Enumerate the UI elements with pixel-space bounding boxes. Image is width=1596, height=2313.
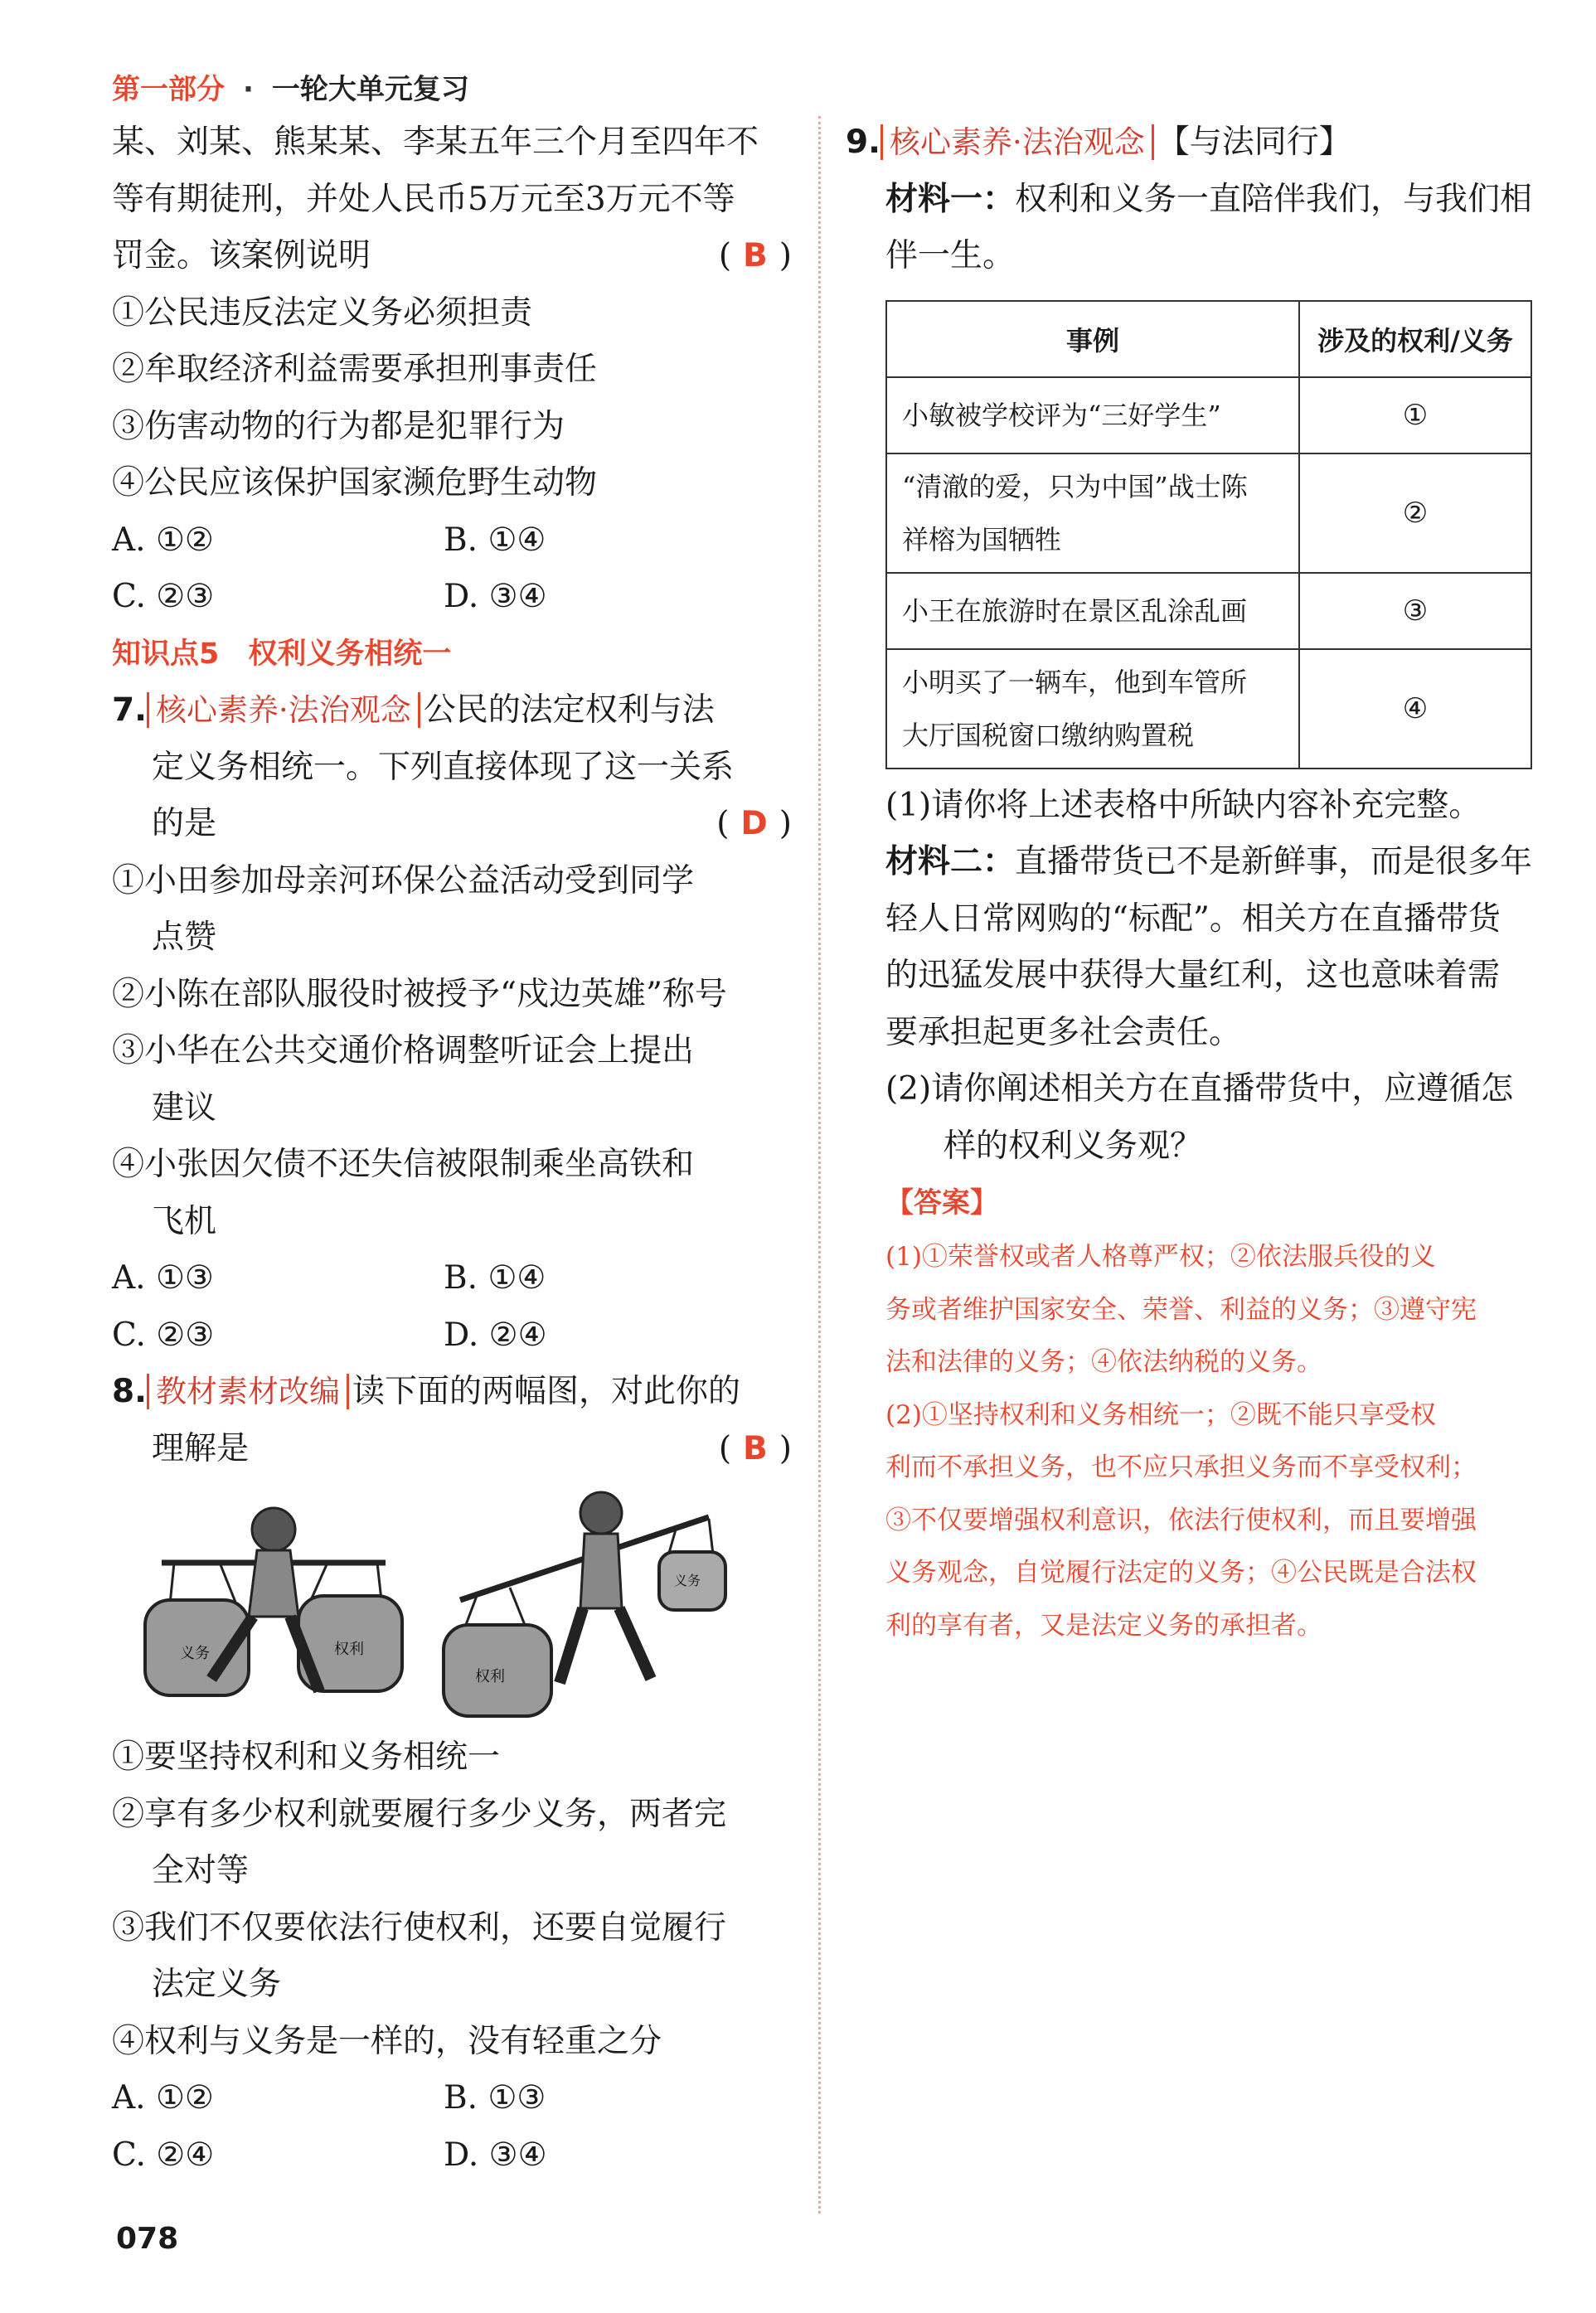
answer-line: 务或者维护国家安全、荣誉、利益的义务；③遵守宪 [885,1294,1477,1325]
table-cell-event [886,649,1299,769]
answer-line: (2)①坚持权利和义务相统一；②既不能只享受权 [885,1399,1436,1430]
q7-line [112,796,792,853]
q8-answer: ( B ) [718,1429,792,1467]
q7-statement: ②小陈在部队服役时被授予“戍边英雄”称号 [112,975,727,1013]
q6-line [112,228,792,285]
material-1-text: 权利和义务一直陪伴我们，与我们相 [1015,180,1533,218]
q7-answer: ( D ) [716,805,792,842]
table-cell-blank[interactable]: ④ [1299,649,1531,769]
left-column [112,114,792,2184]
q6-statement: ②牟取经济利益需要承担刑事责任 [112,351,598,388]
q6-statement: ①公民违反法定义务必须担责 [112,293,533,332]
table-header-event: 事例 [886,301,1299,377]
q7-statement: ①小田参加母亲河环保公益活动受到同学 [112,861,695,900]
fig-label-right-1: 权利 [334,1641,364,1658]
event-text: 大厅国税窗口缴纳购置税 [902,719,1195,751]
right-column [846,114,1534,1652]
q7-option-b[interactable]: B. ①④ [444,1259,546,1297]
table-cell-event [886,377,1299,453]
answer-title: 【答案】 [885,1186,998,1220]
q6-option-a[interactable]: A. ①② [112,521,214,559]
q9-sub-question-2-cont: 样的权利义务观？ [944,1127,1203,1165]
q9-number: 9. [846,124,880,161]
q7-statement: 飞机 [152,1202,217,1240]
table-cell-event [886,573,1299,649]
q6-line: 等有期徒刑，并处人民币5万元至3万元不等 [112,180,735,218]
events-table [885,300,1532,769]
q7-stem-end: 的是 [152,805,217,842]
table-row [886,453,1531,573]
q8-statement: ②享有多少权利就要履行多少义务，两者完 [112,1795,727,1833]
q7-statement: 建议 [152,1089,217,1127]
q8-stem: 读下面的两幅图，对此你的 [352,1373,740,1410]
q6-options-row [112,569,792,626]
q7-line [112,682,792,739]
page-number: 078 [116,2222,179,2256]
event-text: “清澈的爱，只为中国”战士陈 [902,470,1248,502]
q7-option-c[interactable]: C. ②③ [112,1316,215,1354]
q9-tag: 核心素养·法治观念 [880,124,1154,160]
table-cell-blank[interactable]: ② [1299,453,1531,573]
table-header-row [886,301,1531,377]
table-header-right-duty: 涉及的权利/义务 [1299,301,1531,377]
q6-option-c[interactable]: C. ②③ [112,578,215,615]
q8-statement: ③我们不仅要依法行使权利，还要自觉履行 [112,1908,727,1947]
q6-answer: ( B ) [718,237,792,274]
q9-sub-question-1: (1)请你将上述表格中所缺内容补充完整。 [885,786,1482,824]
q7-statement: ③小华在公共交通价格调整听证会上提出 [112,1032,695,1069]
q8-option-a[interactable]: A. ①② [112,2079,214,2117]
fig-label-duty-1: 义务 [180,1645,210,1662]
q7-stem: 公民的法定权利与法 [423,691,715,729]
material-1-label: 材料一： [885,180,1016,218]
q9-line [846,114,1534,172]
answer-line: 利的享有者，又是法定义务的承担者。 [885,1610,1322,1641]
event-text: 小敏被学校评为“三好学生” [902,399,1221,431]
q6-stem-end: 罚金。该案例说明 [112,237,371,274]
answer-line: (1)①荣誉权或者人格尊严权；②依法服兵役的义 [885,1242,1436,1272]
material-2-label: 材料二： [885,843,1016,880]
q6-option-d[interactable]: D. ③④ [444,578,547,615]
q7-statement: 点赞 [152,919,217,956]
q6-statement: ③伤害动物的行为都是犯罪行为 [112,407,565,445]
balanced-figure [145,1508,402,1695]
q9-title: 【与法同行】 [1157,124,1351,161]
table-row [886,377,1531,453]
q9-material-1 [846,172,1534,229]
answer-line: 利而不承担义务，也不应只承担义务而不享受权利； [885,1452,1477,1482]
q8-statement: ④权利与义务是一样的，没有轻重之分 [112,2022,662,2060]
q8-answer-letter: B [743,1429,768,1467]
event-text: 小王在旅游时在景区乱涂乱画 [902,594,1248,627]
q7-number: 7. [112,691,147,729]
q6-options-row [112,512,792,570]
q8-options-row [112,2070,792,2127]
q9-material-2-line: 要承担起更多社会责任。 [885,1013,1242,1051]
answer-line: 法和法律的义务；④依法纳税的义务。 [885,1347,1322,1377]
q7-statement: ④小张因欠债不还失信被限制乘坐高铁和 [112,1146,695,1183]
q9-material-2 [846,834,1534,891]
q8-number: 8. [112,1373,147,1410]
q8-statement: 全对等 [152,1852,250,1889]
q6-answer-letter: B [743,237,768,274]
table-row [886,573,1531,649]
table-row [886,649,1531,769]
q8-statement: 法定义务 [152,1966,282,2003]
q9-material-1-cont: 伴一生。 [885,237,1016,274]
fig-label-duty-2: 义务 [674,1573,701,1588]
q8-line [112,1364,792,1421]
q8-options-row [112,2127,792,2184]
q8-stem-end: 理解是 [152,1429,250,1467]
q8-option-d[interactable]: D. ③④ [444,2136,547,2174]
q9-material-2-line: 轻人日常网购的“标配”。相关方在直播带货 [885,900,1501,938]
q8-statement: ①要坚持权利和义务相统一 [112,1738,501,1776]
q6-option-b[interactable]: B. ①④ [444,521,546,559]
carrying-pole-illustration [112,1484,792,1724]
q8-option-c[interactable]: C. ②④ [112,2136,215,2174]
answer-line: 义务观念，自觉履行法定的义务；④公民既是合法权 [885,1558,1477,1588]
section-title-knowledge-5: 知识点5 权利义务相统一 [112,637,452,671]
column-divider [818,116,821,2214]
q7-options-row [112,1307,792,1365]
event-text: 祥榕为国牺牲 [902,523,1062,555]
material-2-text: 直播带货已不是新鲜事，而是很多年 [1015,843,1533,880]
table-cell-blank[interactable]: ① [1299,377,1531,453]
header-subtitle: 一轮大单元复习 [271,73,469,106]
header-part: 第一部分 [112,73,225,106]
q9-sub-question-2: (2)请你阐述相关方在直播带货中，应遵循怎 [885,1070,1514,1108]
table-cell-blank[interactable]: ③ [1299,573,1531,649]
q7-answer-letter: D [740,805,768,842]
q6-statement: ④公民应该保护国家濒危野生动物 [112,464,598,502]
fig-label-right-2: 权利 [475,1668,505,1685]
answer-line: ③不仅要增强权利意识，依法行使权利，而且要增强 [885,1505,1477,1535]
header-dot: · [243,73,254,106]
q7-tag: 核心素养·法治观念 [147,692,420,728]
q8-illustration [112,1484,792,1724]
q8-tag: 教材素材改编 [147,1374,349,1409]
q7-option-a[interactable]: A. ①③ [112,1259,214,1297]
q7-line: 定义务相统一。下列直接体现了这一关系 [152,748,735,786]
q7-options-row [112,1250,792,1307]
page-header [112,66,469,107]
q6-line: 某、刘某、熊某某、李某五年三个月至四年不 [112,124,759,161]
q8-line [112,1421,792,1478]
event-text: 小明买了一辆车，他到车管所 [902,666,1248,698]
q9-material-2-line: 的迅猛发展中获得大量红利，这也意味着需 [885,957,1501,994]
q8-option-b[interactable]: B. ①③ [444,2079,546,2117]
table-cell-event [886,453,1299,573]
q7-option-d[interactable]: D. ②④ [444,1316,547,1354]
